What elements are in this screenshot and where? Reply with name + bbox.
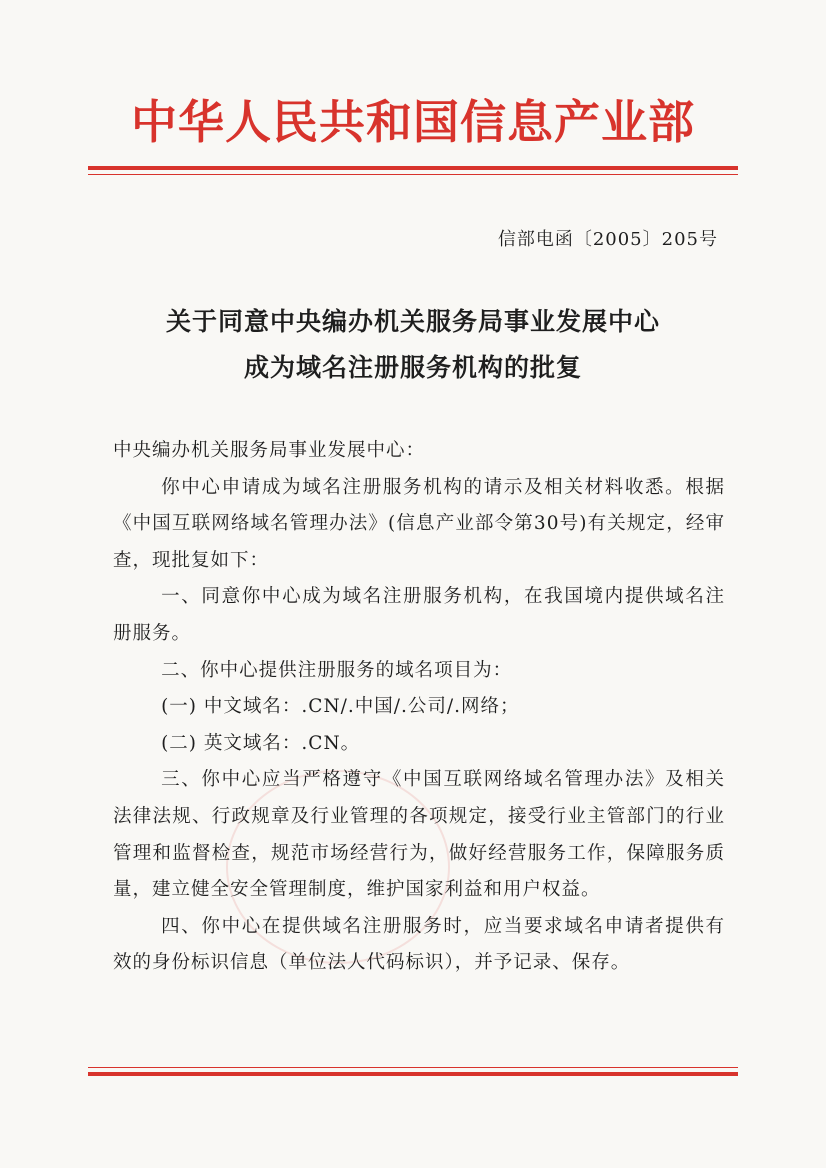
paragraph-item-2: 二、你中心提供注册服务的域名项目为：	[161, 659, 513, 681]
footer-rule-thick	[88, 1072, 738, 1076]
document-number: 信部电函〔2005〕205号	[497, 229, 718, 250]
document-title-line-2: 成为域名注册服务机构的批复	[243, 353, 582, 382]
document-body	[113, 433, 725, 982]
paragraph-subitem-2: (二) 英文域名：.CN。	[161, 732, 361, 754]
letterhead-rule-thick	[88, 166, 738, 170]
letterhead-title: 中华人民共和国信息产业部	[131, 95, 695, 149]
paragraph-subitem-1: (一) 中文域名：.CN/.中国/.公司/.网络；	[161, 696, 520, 718]
paragraph-item-3: 三、你中心应当严格遵守《中国互联网络域名管理办法》及相关法律法规、行政规章及行业管理的各项规定，接受行业主管部门的行业管理和监督检查，规范市场经营行为，做好经营服务工作，保障服务质量，建立健全安全管理制度，维护国家利益和用户权益。	[113, 769, 725, 901]
paragraph-intro: 你中心申请成为域名注册服务机构的请示及相关材料收悉。根据《中国互联网络域名管理办法》(信息产业部令第30号)有关规定，经审查，现批复如下：	[113, 476, 725, 571]
paragraph-item-1: 一、同意你中心成为域名注册服务机构，在我国境内提供域名注册服务。	[113, 586, 725, 644]
footer-rule-thin	[88, 1067, 738, 1068]
addressee: 中央编办机关服务局事业发展中心：	[113, 440, 426, 461]
paragraph-item-4: 四、你中心在提供域名注册服务时，应当要求域名申请者提供有效的身份标识信息（单位法人代码标识），并予记录、保存。	[113, 915, 725, 974]
document-title-line-1: 关于同意中央编办机关服务局事业发展中心	[165, 307, 660, 336]
letterhead-rule-thin	[88, 174, 738, 175]
